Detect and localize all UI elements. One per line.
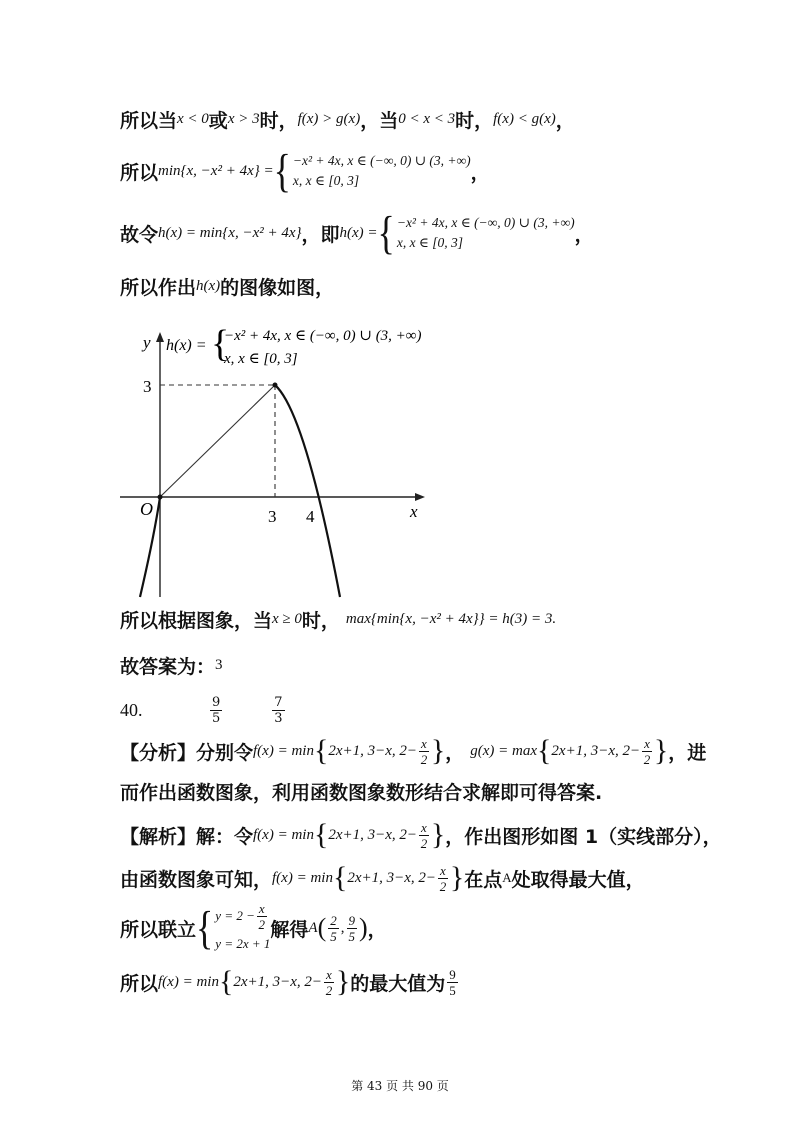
text-line-5 [120,604,556,634]
text-line-analysis: 【分析】分别令 f(x) = min { 2x+1, 3−x, 2− $\frac{x}{2}$ } ， g(x) = max { 2x+1, 3−x, 2− $\frac{x}{2}$ } ，进 [120,734,707,767]
math: f(x) = min [253,826,314,843]
page-footer: 第 43 页 共 90 页 [351,1079,449,1093]
graph-case-1: −x² + 4x, x ∈ (−∞, 0) ∪ (3, +∞) [224,328,422,344]
text-line-2 [120,145,490,197]
math: h(x) [196,277,221,294]
math: 2x+1, 3−x, 2− [347,869,437,886]
x-axis-arrow [415,493,425,501]
answer-fraction-2: $\frac{7}{3}$ [274,694,283,726]
text: 的最大值为 [350,972,446,995]
text: 时， [301,609,340,632]
math: f(x) = min [253,742,314,759]
parabola-right-branch [275,385,340,597]
question-number-line [120,690,287,730]
fraction: $\frac{9}{5}$ [348,912,355,944]
point-origin [158,495,163,500]
math: 2x+1, 3−x, 2− [551,742,641,759]
text: 时， [259,109,298,132]
text-line-12: 所以联立 { y = 2 − $\frac{x}{2}$ y = 2x + 1 解得 A ( $\frac{2}{5}$ , $\frac{9}{5}$ ) ， [120,900,387,954]
text-line-13: 所以 f(x) = min { 2x+1, 3−x, 2− $\frac{x}{2}$ } 的最大值为 $\frac{9}{5}$ [120,965,456,998]
text: ， [445,741,465,764]
tick-label-y-3: 3 [143,377,152,396]
text: 所以根据图象，当 [120,609,273,632]
text: ， [367,918,387,941]
text: 处取得最大值， [511,868,645,891]
text: 故答案为： [120,655,216,678]
math: 2x+1, 3−x, 2− [233,973,323,990]
function-graph [110,312,440,602]
text: 所以联立 [120,918,197,941]
fraction: $\frac{x}{2}$ [420,735,428,767]
text: 故令 [120,223,159,246]
text: ，作出图形如图 1（实线部分）， [445,825,722,848]
text: 【分析】分别令 [120,741,254,764]
text-line-solution: 【解析】解：令 f(x) = min { 2x+1, 3−x, 2− $\frac{x}{2}$ } ，作出图形如图 1（实线部分）， [120,818,722,851]
graph-brace: { [211,323,230,365]
fraction: $\frac{x}{2}$ [325,966,333,998]
math: 2x+1, 3−x, 2− [328,742,418,759]
math: f(x) = min [158,973,219,990]
text: ， [470,161,490,184]
fraction: $\frac{x}{2}$ [420,819,428,851]
answer-fraction-1: $\frac{9}{5}$ [212,694,221,726]
piecewise: { −x² + 4x, x ∈ (−∞, 0) ∪ (3, +∞) x, x ∈ [0, 3] [377,207,575,259]
fraction: $\frac{x}{2}$ [643,735,651,767]
origin-label: O [140,499,153,519]
answer-value: 3 [215,656,223,673]
graph-function-label: h(x) = [166,337,207,354]
math: f(x) > g(x) [297,110,361,127]
case-2: x, x ∈ [0, 3] [292,173,360,188]
y-axis-label: y [143,333,151,352]
case-1: −x² + 4x, x ∈ (−∞, 0) ∪ (3, +∞) [396,215,575,230]
case-2: x, x ∈ [0, 3] [396,235,464,250]
text: 所以 [120,972,159,995]
math: x ≥ 0 [272,610,302,627]
max-value-fraction: $\frac{9}{5}$ [449,966,456,998]
math: 2x+1, 3−x, 2− [328,826,418,843]
fraction: $\frac{x}{2}$ [439,862,447,894]
text: ，进 [668,741,707,764]
piecewise: { −x² + 4x, x ∈ (−∞, 0) ∪ (3, +∞) x, x ∈ [0, 3] [273,145,471,197]
equation-system: { y = 2 − $\frac{x}{2}$ y = 2x + 1 [196,900,271,954]
text-line-11: 由函数图象可知， f(x) = min { 2x+1, 3−x, 2− $\frac{x}{2}$ } 在点 A 处取得最大值， [120,861,645,894]
math: x < 0 [177,110,209,127]
text: 所以当 [120,109,178,132]
case-1: −x² + 4x, x ∈ (−∞, 0) ∪ (3, +∞) [292,153,471,168]
text: ，当 [360,109,399,132]
math: x > 3 [227,110,260,127]
text-line-6 [120,650,223,680]
text: ， [574,223,594,246]
text: 所以 [120,161,159,184]
text: 时， [455,109,494,132]
fraction: $\frac{2}{5}$ [330,912,337,944]
text: 或 [208,109,228,132]
text-line-9 [120,776,602,806]
math: f(x) < g(x) [493,110,556,127]
text: ， [555,109,575,132]
math: f(x) = min [272,869,333,886]
text: 的图像如图， [220,276,335,299]
math: 0 < x < 3 [398,110,456,127]
math: h(x) = [339,224,378,241]
point-label: A [308,919,318,936]
point-label: A [502,870,512,885]
text-line-1 [120,104,575,134]
tick-label-x-3: 3 [268,507,277,526]
math: h(x) = min{x, −x² + 4x} [158,224,302,241]
text-line-4 [120,271,334,301]
math: . [552,610,557,627]
math: g(x) = max [470,742,538,759]
x-axis-label: x [410,502,418,521]
text: 解得 [270,918,309,941]
text: 所以作出 [120,276,197,299]
text: 【解析】解：令 [120,825,254,848]
question-number: 40. [120,699,143,720]
segment-y-equals-x [160,385,275,497]
math: max{min{x, −x² + 4x}} = h(3) = 3 [345,610,553,627]
text: ，即 [301,223,340,246]
fraction: $\frac{x}{2}$ [258,900,266,932]
point-peak [273,383,278,388]
text: 在点 [464,868,503,891]
y-axis-arrow [156,332,164,342]
text: 由函数图象可知， [120,868,273,891]
graph-case-2: x, x ∈ [0, 3] [224,351,298,367]
text: 而作出函数图象，利用函数图象数形结合求解即可得答案. [120,781,603,804]
text-line-3 [120,207,594,259]
tick-label-x-4: 4 [306,507,315,526]
math: min{x, −x² + 4x} = [158,162,274,179]
